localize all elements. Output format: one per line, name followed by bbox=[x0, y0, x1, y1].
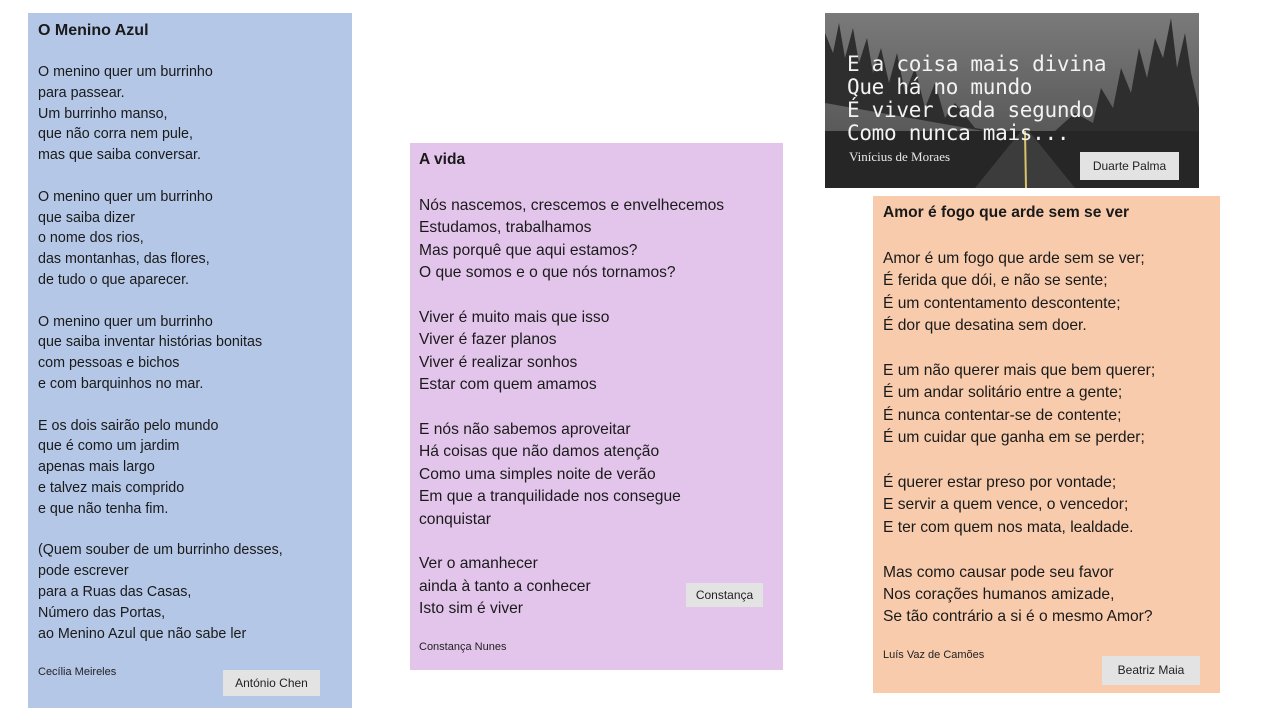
poem-line: É um andar solitário entre a gente; bbox=[883, 384, 1123, 402]
poem-line: E ter com quem nos mata, lealdade. bbox=[883, 518, 1134, 536]
poem-line: e com barquinhos no mar. bbox=[38, 375, 204, 392]
poem-line: Estudamos, trabalhamos bbox=[419, 219, 592, 237]
poem-line: Viver é muito mais que isso bbox=[419, 309, 610, 327]
poem-line: mas que saiba conversar. bbox=[38, 147, 201, 164]
poem-line: que é como um jardim bbox=[38, 438, 180, 455]
poem-line: O menino quer um burrinho bbox=[38, 188, 213, 205]
poem-line: (Quem souber de um burrinho desses, bbox=[38, 542, 283, 559]
quote-author: Vinícius de Moraes bbox=[849, 149, 951, 164]
poem-line: e que não tenha fim. bbox=[38, 500, 169, 517]
poem-stanza bbox=[38, 312, 342, 395]
poem-line: É ferida que dói, e não se sente; bbox=[883, 272, 1108, 290]
poem-line: Nos corações humanos amizade, bbox=[883, 586, 1115, 604]
poem-line: Nós nascemos, crescemos e envelhecemos bbox=[419, 197, 725, 214]
poem-line: É um cuidar que ganha em se perder; bbox=[883, 429, 1145, 447]
poem-title: A vida bbox=[419, 151, 466, 168]
poem-line: para passear. bbox=[38, 84, 125, 101]
poem-body bbox=[419, 195, 774, 621]
poem-line: com pessoas e bichos bbox=[38, 355, 180, 372]
poem-line: pode escrever bbox=[38, 563, 129, 580]
poem-stanza bbox=[38, 416, 342, 520]
poem-line: Amor é um fogo que arde sem se ver; bbox=[883, 250, 1145, 267]
poem-line: de tudo o que aparecer. bbox=[38, 271, 190, 288]
quote-image[interactable] bbox=[825, 13, 1199, 188]
poem-card-menino-azul[interactable] bbox=[28, 13, 352, 708]
poem-title: O Menino Azul bbox=[38, 22, 149, 39]
poem-card-a-vida[interactable] bbox=[410, 143, 783, 670]
quote-line: É viver cada segundo bbox=[847, 98, 1094, 122]
quote-text bbox=[847, 53, 1106, 145]
poem-author: Cecília Meireles bbox=[38, 666, 117, 678]
poem-stanza bbox=[419, 195, 774, 285]
poem-line: Em que a tranquilidade nos consegue bbox=[419, 488, 681, 506]
poem-line: ainda à tanto a conhecer bbox=[419, 577, 591, 595]
poem-line: Viver é realizar sonhos bbox=[419, 353, 578, 371]
name-tag[interactable]: António Chen bbox=[223, 670, 320, 696]
poem-stanza bbox=[883, 472, 1210, 539]
poem-line: para a Ruas das Casas, bbox=[38, 583, 192, 600]
poem-line: Mas como causar pode seu favor bbox=[883, 563, 1114, 581]
poem-line: Isto sim é viver bbox=[419, 600, 523, 618]
poem-line: E nós não sabemos aproveitar bbox=[419, 421, 631, 439]
poem-stanza bbox=[419, 419, 774, 531]
poem-author: Constança Nunes bbox=[419, 641, 507, 653]
poem-line: Como uma simples noite de verão bbox=[419, 465, 656, 483]
poem-line: Viver é fazer planos bbox=[419, 331, 557, 349]
poem-line: É um contentamento descontente; bbox=[883, 294, 1121, 312]
poem-line: Mas porquê que aqui estamos? bbox=[419, 241, 638, 259]
poem-stanza bbox=[883, 248, 1210, 338]
poem-stanza bbox=[883, 562, 1210, 629]
poem-line: conquistar bbox=[419, 510, 491, 528]
poem-line: Ver o amanhecer bbox=[419, 555, 538, 573]
poem-line: que saiba inventar histórias bonitas bbox=[38, 334, 263, 351]
poem-stanza bbox=[419, 307, 774, 397]
name-tag[interactable]: Constança bbox=[686, 583, 763, 607]
poem-stanza bbox=[883, 360, 1210, 450]
poem-line: Há coisas que não damos atenção bbox=[419, 443, 660, 461]
poem-line: É nunca contentar-se de contente; bbox=[883, 406, 1122, 424]
poem-line: Se tão contrário a si é o mesmo Amor? bbox=[883, 608, 1153, 626]
poem-line: que saiba dizer bbox=[38, 209, 135, 226]
poem-line: E um não querer mais que bem querer; bbox=[883, 362, 1156, 380]
poem-stanza bbox=[38, 540, 342, 644]
poem-line: Estar com quem amamos bbox=[419, 376, 597, 394]
poem-line: e talvez mais comprido bbox=[38, 479, 185, 496]
poem-line: ao Menino Azul que não sabe ler bbox=[38, 625, 247, 642]
poem-line: E os dois sairão pelo mundo bbox=[38, 417, 219, 434]
poem-line: É dor que desatina sem doer. bbox=[883, 317, 1087, 335]
poem-title: Amor é fogo que arde sem se ver bbox=[883, 204, 1130, 221]
poem-author: Luís Vaz de Camões bbox=[883, 649, 985, 661]
poem-line: apenas mais largo bbox=[38, 459, 155, 476]
poem-line: Um burrinho manso, bbox=[38, 105, 168, 122]
poem-card-amor-e-fogo[interactable] bbox=[873, 196, 1220, 693]
poem-body bbox=[883, 248, 1210, 629]
name-tag[interactable]: Duarte Palma bbox=[1080, 152, 1179, 180]
poem-line: que não corra nem pule, bbox=[38, 126, 193, 143]
poem-stanza bbox=[38, 187, 342, 291]
poem-line: O menino quer um burrinho bbox=[38, 64, 213, 80]
poem-body bbox=[38, 62, 342, 644]
quote-line: E a coisa mais divina bbox=[847, 52, 1107, 76]
poem-line: O menino quer um burrinho bbox=[38, 313, 213, 330]
poem-line: O que somos e o que nós tornamos? bbox=[419, 264, 676, 282]
poem-stanza bbox=[38, 62, 342, 166]
poem-line: o nome dos rios, bbox=[38, 230, 144, 247]
quote-line: Como nunca mais... bbox=[847, 121, 1070, 145]
poem-line: das montanhas, das flores, bbox=[38, 251, 210, 268]
name-tag[interactable]: Beatriz Maia bbox=[1102, 656, 1200, 685]
poem-line: É querer estar preso por vontade; bbox=[883, 474, 1117, 492]
quote-line: Que há no mundo bbox=[847, 75, 1033, 99]
poem-line: E servir a quem vence, o vencedor; bbox=[883, 496, 1129, 514]
poem-line: Número das Portas, bbox=[38, 604, 166, 621]
